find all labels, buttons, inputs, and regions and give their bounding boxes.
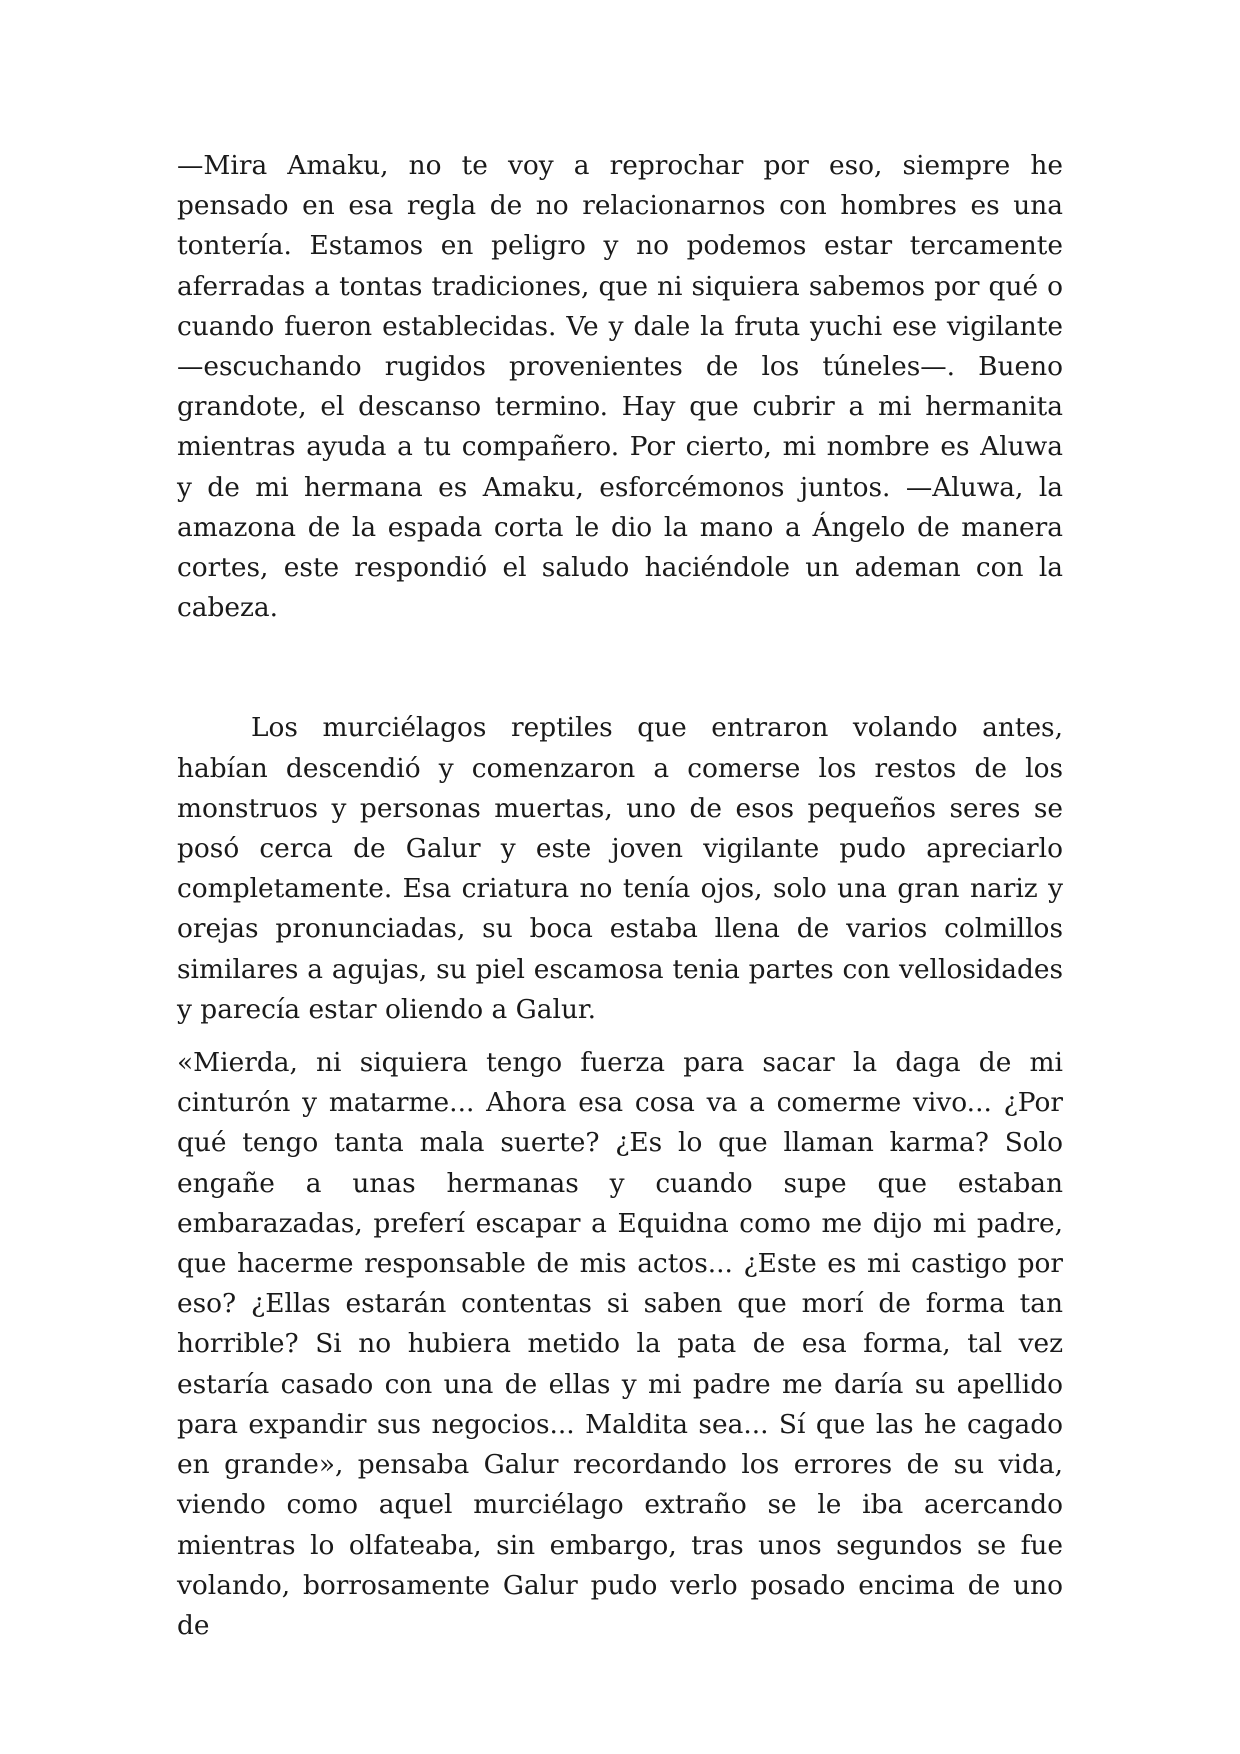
section-break (177, 628, 1063, 708)
document-page (177, 146, 1063, 1646)
paragraph-reptile-bats: Los murciélagos reptiles que entraron volando antes, habían descendió y comenzaron a comerse los restos de los monstruos y personas muertas, uno de esos pequeños seres se posó cerca de Galur y este joven vigilante pudo apreciarlo completamente. Esa criatura no tenía ojos, solo una gran nariz y orejas pronunciadas, su boca estaba llena de varios colmillos similares a agujas, su piel escamosa tenia partes con vellosidades y parecía estar oliendo a Galur. (177, 712, 1063, 1025)
paragraph-spacing (177, 1030, 1063, 1043)
paragraph-galur-thoughts: «Mierda, ni siquiera tengo fuerza para sacar la daga de mi cinturón y matarme... Ahora esa cosa va a comerme vivo... ¿Por qué tengo tanta mala suerte? ¿Es lo que llaman karma? Solo engañe a unas hermanas y cuando supe que estaban embarazadas, preferí escapar a Equidna como me dijo mi padre, que hacerme responsable de mis actos... ¿Este es mi castigo por eso? ¿Ellas estarán contentas si saben que morí de forma tan horrible? Si no hubiera metido la pata de esa forma, tal vez estaría casado con una de ellas y mi padre me daría su apellido para expandir sus negocios... Maldita sea... Sí que las he cagado en grande», pensaba Galur recordando los errores de su vida, viendo como aquel murciélago extraño se le iba acercando mientras lo olfateaba, sin embargo, tras unos segundos se fue volando, borrosamente Galur pudo verlo posado encima de uno de (177, 1047, 1063, 1641)
paragraph-dialogue-aluwa: —Mira Amaku, no te voy a reprochar por eso, siempre he pensado en esa regla de no relacionarnos con hombres es una tontería. Estamos en peligro y no podemos estar tercamente aferradas a tontas tradiciones, que ni siquiera sabemos por qué o cuando fueron establecidas. Ve y dale la fruta yuchi ese vigilante —escuchando rugidos provenientes de los túneles—. Bueno grandote, el descanso termino. Hay que cubrir a mi hermanita mientras ayuda a tu compañero. Por cierto, mi nombre es Aluwa y de mi hermana es Amaku, esforcémonos juntos. —Aluwa, la amazona de la espada corta le dio la mano a Ángelo de manera cortes, este respondió el saludo haciéndole un ademan con la cabeza. (177, 150, 1063, 624)
